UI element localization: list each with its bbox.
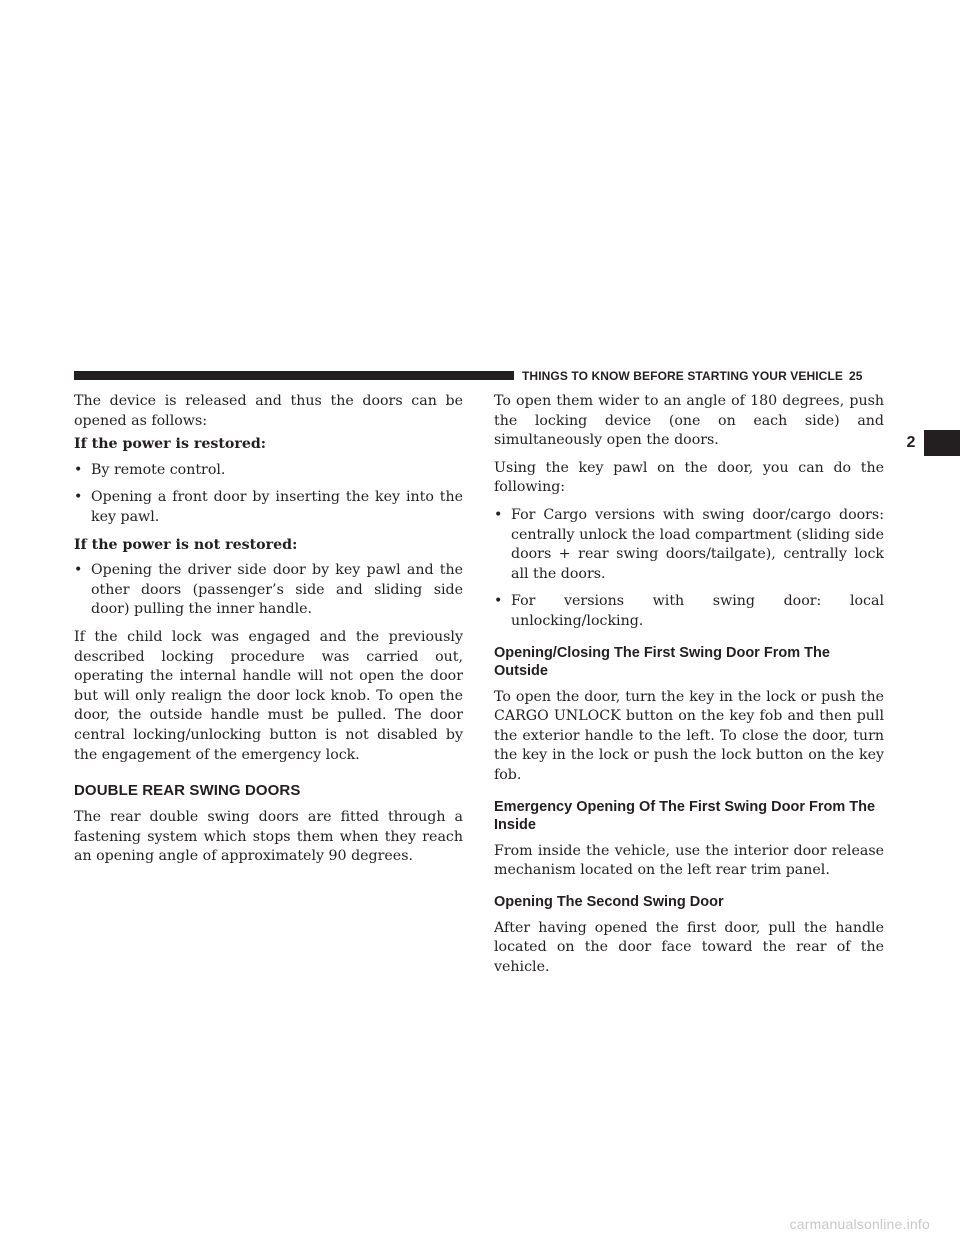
watermark: carmanualsonline.info xyxy=(789,1216,930,1232)
header-title: THINGS TO KNOW BEFORE STARTING YOUR VEHICLE xyxy=(522,369,843,383)
left-column xyxy=(74,392,463,875)
subsection-title-emergency: Emergency Opening Of The First Swing Door From The Inside xyxy=(494,798,876,833)
emergency-paragraph: From inside the vehicle, use the interior door release mechanism located on the left rear trim panel. xyxy=(494,842,884,879)
child-lock-paragraph: If the child lock was engaged and the previously described locking procedure was carried out, operating the internal handle will not open the door but will only realign the door lock knob. To open the door, the outside handle must be pulled. The door central locking/unlocking button is not disabled by the engagement of the emergency lock. xyxy=(74,628,463,763)
open-close-paragraph: To open the door, turn the key in the lock or push the CARGO UNLOCK button on the key fob and then pull the exterior handle to the left. To close the door, turn the key in the lock or push the lock button on the key fob. xyxy=(494,688,884,783)
bullet-icon: • xyxy=(494,506,503,523)
bullet-icon: • xyxy=(74,489,83,506)
key-pawl-paragraph: Using the key pawl on the door, you can do the following: xyxy=(494,459,884,496)
section-paragraph: The rear double swing doors are fitted through a fastening system which stops them when they reach an opening angle of approximately 90 degrees. xyxy=(74,809,463,865)
list-item: • By remote control. xyxy=(74,461,463,481)
page-number: 25 xyxy=(848,369,863,383)
power-not-restored-label: If the power is not restored: xyxy=(74,536,298,553)
wide-open-paragraph: To open them wider to an angle of 180 degrees, push the locking device (one on each side) and simultaneously open the doors. xyxy=(494,393,884,449)
subsection-title-second-door: Opening The Second Swing Door xyxy=(494,893,724,910)
second-door-paragraph: After having opened the first door, pull the handle located on the door face toward the rear of the vehicle. xyxy=(494,919,884,975)
chapter-number: 2 xyxy=(906,434,916,451)
intro-paragraph: The device is released and thus the doors can be opened as follows: xyxy=(74,393,463,429)
section-title: DOUBLE REAR SWING DOORS xyxy=(74,782,301,800)
list-item: • For versions with swing door: local unlocking/locking. xyxy=(494,593,884,629)
bullet-icon: • xyxy=(74,562,83,579)
chapter-tab xyxy=(924,430,960,456)
bullet-icon: • xyxy=(494,593,503,610)
power-restored-label: If the power is restored: xyxy=(74,436,267,453)
list-item: • Opening a front door by inserting the key into the key pawl. xyxy=(74,489,463,525)
subsection-title-open-close: Opening/Closing The First Swing Door From The Outside xyxy=(494,644,830,679)
header-rule xyxy=(74,371,514,380)
list-item: • Opening the driver side door by key pawl and the other doors (passenger’s side and sliding side door) pulling the inner handle. xyxy=(74,562,463,618)
bullet-icon: • xyxy=(74,461,83,478)
running-header xyxy=(522,368,863,384)
right-column xyxy=(494,392,884,985)
list-item: • For Cargo versions with swing door/cargo doors: centrally unlock the load compartment (sliding side doors + rear swing doors/tailgate), centrally lock all the doors. xyxy=(494,506,884,582)
